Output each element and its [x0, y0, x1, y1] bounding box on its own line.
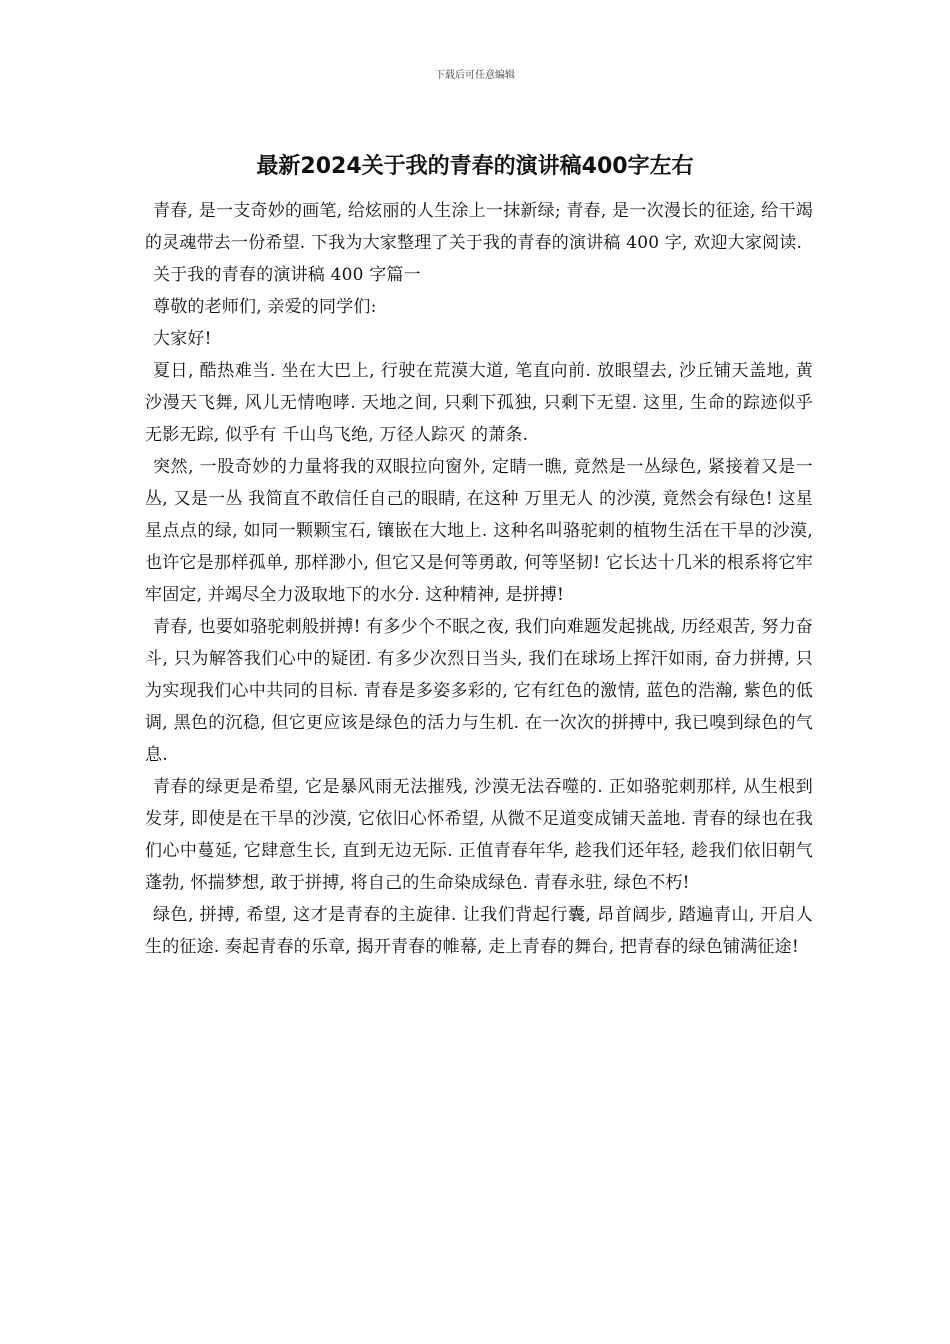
paragraph-salutation: 尊敬的老师们, 亲爱的同学们: [153, 297, 377, 317]
paragraph-struggle: 青春, 也要如骆驼刺般拼搏! 有多少个不眠之夜, 我们向难题发起挑战, 历经艰苦, 努力奋斗, 只为解答我们心中的疑团. 有多少次烈日当头, 我们在球场上挥汗如雨, 奋力拼搏, 只为实现我们心中共同的目标. 青春是多姿多彩的, 它有红色的激情, 蓝色的浩瀚, 紫色的低调, 黑色的沉稳, 但它更应该是绿色的活力与生机. 在一次次的拼搏中, 我已嗅到绿色的气息. [145, 617, 813, 765]
document-body [145, 195, 813, 963]
paragraph-intro: 青春, 是一支奇妙的画笔, 给炫丽的人生涂上一抹新绿; 青春, 是一次漫长的征途, 给干竭的灵魂带去一份希望. 下我为大家整理了关于我的青春的演讲稿 400 字, 欢迎大家阅读. [145, 201, 813, 253]
paragraph-conclusion: 绿色, 拼搏, 希望, 这才是青春的主旋律. 让我们背起行囊, 昂首阔步, 踏遍青山, 开启人生的征途. 奏起青春的乐章, 揭开青春的帷幕, 走上青春的舞台, 把青春的绿色铺满征途! [145, 905, 813, 957]
paragraph-hope: 青春的绿更是希望, 它是暴风雨无法摧残, 沙漠无法吞噬的. 正如骆驼刺那样, 从生根到发芽, 即使是在干旱的沙漠, 它依旧心怀希望, 从微不足道变成铺天盖地. 青春的绿也在我们心中蔓延, 它肆意生长, 直到无边无际. 正值青春年华, 趁我们还年轻, 趁我们依旧朝气蓬勃, 怀揣梦想, 敢于拼搏, 将自己的生命染成绿色. 青春永驻, 绿色不朽! [145, 777, 813, 893]
paragraph-summer: 夏日, 酷热难当. 坐在大巴上, 行驶在荒漠大道, 笔直向前. 放眼望去, 沙丘铺天盖地, 黄沙漫天飞舞, 风儿无情咆哮. 天地之间, 只剩下孤独, 只剩下无望. 这里, 生命的踪迹似乎无影无踪, 似乎有 千山鸟飞绝, 万径人踪灭 的萧条. [145, 361, 813, 445]
document-title: 最新2024关于我的青春的演讲稿400字左右 [256, 154, 694, 179]
paragraph-section-heading: 关于我的青春的演讲稿 400 字篇一 [153, 265, 421, 285]
paragraph-camelthorn: 突然, 一股奇妙的力量将我的双眼拉向窗外, 定睛一瞧, 竟然是一丛绿色, 紧接着又是一丛, 又是一丛 我简直不敢信任自己的眼睛, 在这种 万里无人 的沙漠, 竟然会有绿色! 这星星点点的绿, 如同一颗颗宝石, 镶嵌在大地上. 这种名叫骆驼刺的植物生活在干旱的沙漠, 也许它是那样孤单, 那样渺小, 但它又是何等勇敢, 何等坚韧! 它长达十几米的根系将它牢牢固定, 并竭尽全力汲取地下的水分. 这种精神, 是拼搏! [145, 457, 813, 605]
header-note: 下载后可任意编辑 [435, 70, 515, 81]
paragraph-greeting: 大家好! [153, 329, 212, 349]
